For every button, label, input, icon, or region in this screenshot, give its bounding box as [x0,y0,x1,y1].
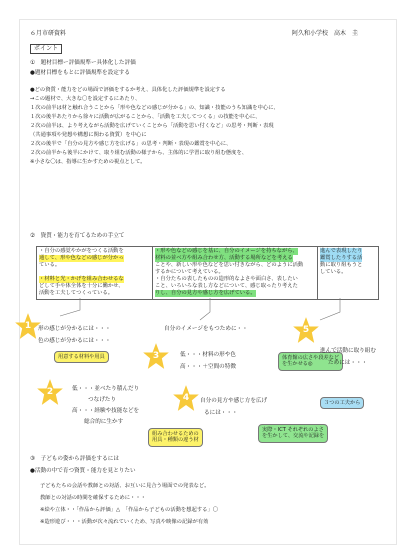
step2-line: 低・・・並べたり積んだり [72,386,140,392]
section3-title: ③ 子どもの姿から評価をするには [30,456,119,462]
document-page [20,20,396,544]
pill-ict: 実際・ICT それぞれのよさ を生かして、交流や記録を [258,424,328,443]
star-number-icon: 2 [36,378,64,406]
section1-line: ２次の後半で「自分の見方や感じ方を広げる」の思考・判断・表現の鑑賞を中心に、 [30,141,232,147]
section1-line: （共通事項や発想や構想に関わる資質）を中心に [30,132,147,138]
section3-item: ●活動の中で育つ資質・能力を見とりたい [30,468,136,474]
step4-line: 自分の見方や感じ方を広げ [200,398,268,404]
star-number-icon: 1 [14,312,42,340]
criteria-line-highlight: ・形や色などの感じを基に、自分のイメージを持ちながら、 [155,248,298,254]
section1-line: →この題材で、大きな〇を設定するにあたり、 [30,96,141,102]
criteria-line: ことや、新しい形や色などを思い付きながら、どのように活動 [155,262,304,268]
section1-line: １次の前半は材と触れ合うことから「形や色などの感じが分かる」の、知識・技能のうち知識を中心に、 [30,105,279,111]
section1-item2: ●題材目標をもとに評価規準を設定する [30,70,130,76]
criteria-line: 活動を工夫してつくっている。 [39,290,114,296]
section1-line: ●どの資質・能力をどの場面で評価をするか考え、具体化した評価規準を設定する [30,87,226,93]
criteria-line-highlight: りし、自分の見方や感じ方を広げている。 [155,290,256,296]
criteria-line-highlight: 進んで表現したり [320,248,363,254]
criteria-line-highlight: 材料の並べ方や組み合わせ方、活動する場所などを考える [155,255,293,261]
step2-line: 高・・・経験や技能などを [72,408,140,414]
pill-combine: 組み合わせるための 用具・種類の違う材 [148,428,203,447]
step1-line: 形の感じが分かるには・・・ [38,326,111,332]
criteria-line: こと、いろいろな表し方などについて、感じ取ったり考えた [155,283,298,289]
header-left: ６月市研資料 [30,30,67,37]
section1-line: １次の後半あたりから徐々に活動が広がることから、「活動を工夫してつくる」の技能を中心に、 [30,114,261,120]
point-tag: ポイント [30,44,62,54]
step5-line: 進んで活動に取り組む [320,348,376,354]
criteria-line: するかについて考えている。 [155,269,224,275]
connector-lines [20,20,396,544]
criteria-line-highlight: ・材料と光・かげを組み合わせるな [39,276,124,282]
section1-item1: ① 題材目標ー評価規準ー具体化した評価 [30,60,136,66]
criteria-line: ・自分たちの表したものの造形的なよさや面白さ、表したい [155,276,298,282]
criteria-line: どして手や体全体を十分に働かせ、 [39,283,124,289]
section3-line: 教師との対話の時間を確保するために・・・ [40,495,146,501]
step3-line: 自分のイメージをもつために・・ [164,326,248,332]
section3-line: ※絵や立体・・「作品から評価」△ 「作品から子どもの活動を想起する」〇 [40,507,219,513]
criteria-line: している。 [320,269,347,275]
section1-line: ２次の前半は、より考えながら活動を広げていくことから「活動を思い付くなど」の思考・判断・表現 [30,123,274,129]
step3-line: 高・・・＋空間の特徴 [180,364,236,370]
star-number-icon: 5 [292,316,320,344]
header-right: 阿久和小学校 高木 圭 [292,30,359,37]
step5-line: ためには・・・ [328,360,368,366]
criteria-line: ている。 [39,262,61,268]
section1-line: ２次の前半から後半にかけて、取り組む活動の様子から、主体的に学習に取り組む態度を、 [30,150,248,156]
pill-three-ideas: ３つの工夫から [320,397,364,409]
section3-line: 子どもたちの会話や教師との対話、お互いに見合う場面での発表など。 [40,483,210,489]
pill-gym: 体育館の広さや段差など を生かせる◎ [278,352,343,371]
criteria-line-highlight: 鑑賞したりする活 [320,255,363,261]
section2-title: ② 資質・能力を育てるための手立て [30,233,125,239]
criteria-line-highlight: 通して、形や色などの感じが分かっ [39,255,124,261]
step2-line: 総合的に生かす [84,419,124,425]
criteria-line: ・自分の感覚やかがをつくる活動を [39,248,124,254]
criteria-line: 動に取り組もうと [320,262,363,268]
star-number-icon: 4 [172,384,200,412]
pill-materials: 用意する材料や用具 [54,351,109,363]
step2-line: つなげたり [88,397,116,403]
star-number-icon: 3 [142,342,170,370]
step3-line: 低・・・材料の形や色 [180,352,236,358]
step4-line: るには・・・ [204,410,238,416]
step1-line: 色の感じが分かるには・・・ [38,338,111,344]
section1-line: ※小さな〇は、指導に生かすための視点として。 [30,159,146,165]
section3-line: ※造形遊び・・・活動が次々流れていくため、写真や映像の記録が有効 [40,519,209,525]
